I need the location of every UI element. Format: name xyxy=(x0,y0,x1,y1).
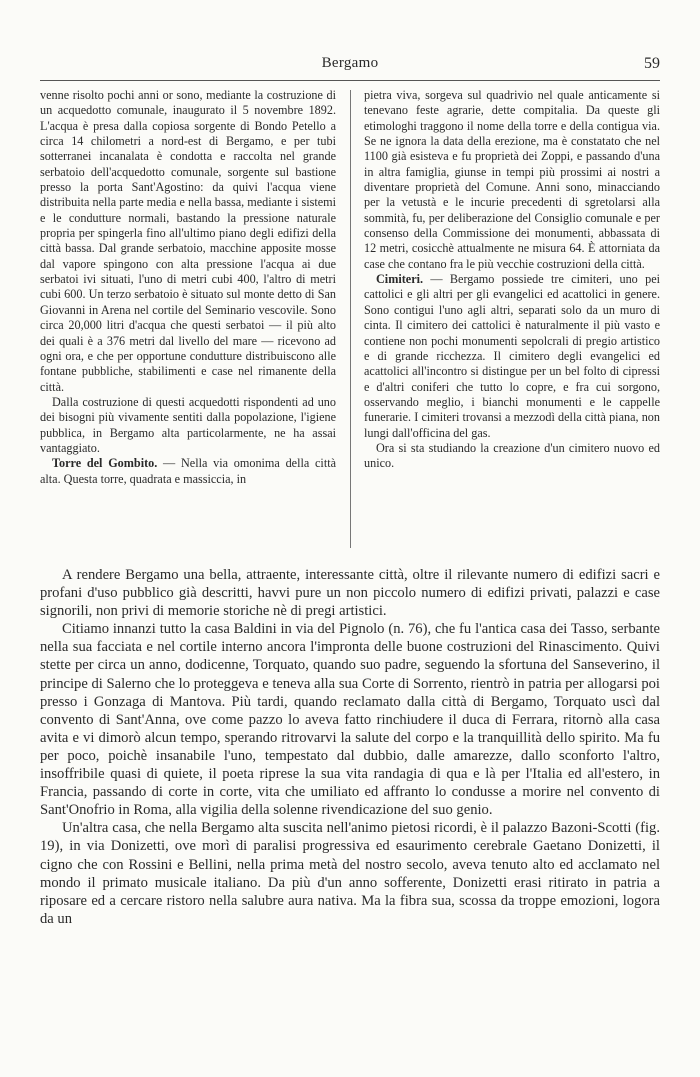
paragraph: pietra viva, sorgeva sul quadrivio nel quale anticamente si tenevano feste agrarie, dette compitalia. Da queste gli etimologhi traggono il nome della torre e della contigua via. Se ne ignora la data della erezione, ma è constatato che nel 1100 già esisteva e fu proprietà dei Zoppi, e passando d'una in altra famiglia, giunse in tempi più prossimi ai nostri a diventare proprietà del Comune. Anni sono, minacciando per la vetustà e le incurie precedenti di sgretolarsi alla sommità, fu, per deliberazione del Consiglio comunale e per consenso della Commissione dei monumenti, abbassata di 12 metri, cosicchè attualmente ne misura 64. È attorniata da case che contano fra le più vecchie costruzioni della città. xyxy=(364,88,660,271)
column-divider xyxy=(350,90,351,548)
paragraph: Un'altra casa, che nella Bergamo alta suscita nell'animo pietosi ricordi, è il palazzo Bazoni-Scotti (fig. 19), in via Donizetti, ove morì di paralisi progressiva ed esaurimento cerebrale Gaetano Donizetti, il cigno che con Rossini e Bellini, nella prima metà del nostro secolo, aveva tenuto alto ed acclamato nel mondo il primato musicale italiano. Da più d'un anno sofferente, Donizetti erasi ritirato in patria a riposare ed a cercare ristoro nella salubre aura nativa. Ma la fibra sua, scossa da troppe emozioni, logora da un xyxy=(40,820,660,927)
main-text xyxy=(40,566,660,928)
paragraph: A rendere Bergamo una bella, attraente, interessante città, oltre il rilevante numero di edifizi sacri e profani d'uso pubblico già descritti, havvi pure un non piccolo numero di edifizi privati, palazzi e case signorili, non privi di memorie storiche nè di pregi artistici. xyxy=(40,567,660,620)
running-title: Bergamo xyxy=(321,55,379,71)
paragraph-text: — Nella via omonima della città alta. Questa torre, quadrata e massiccia, in xyxy=(40,456,336,486)
paragraph: Dalla costruzione di questi acquedotti rispondenti ad uno dei bisogni più vivamente sentiti dalla popolazione, l'igiene pubblica, in Bergamo alta particolarmente, ne ha assai vantaggiato. xyxy=(40,394,336,455)
page-header xyxy=(40,55,660,77)
page-number: 59 xyxy=(644,55,660,72)
paragraph: venne risolto pochi anni or sono, mediante la costruzione di un acquedotto comunale, inaugurato il 5 novembre 1892. L'acqua è presa dalla copiosa sorgente di Bondo Petello a circa 14 chilometri a nord-est di Bergamo, e per tubi sotterranei incanalata è condotta e raccolta nel grande serbatoio dell'acquedotto comunale, sorgente sul bastione presso la porta Sant'Agostino: da quivi l'acqua viene distribuita nella parte media e nella bassa, mediante i sistemi e le condutture normali, bastando la pressione naturale propria per spingerla fino all'ultimo piano degli edifizi della città bassa. Dal grande serbatoio, macchine apposite mosse dal vapore spingono con alta pressione l'acqua ai due serbatoi ivi situati, l'uno di metri cubi 400, l'altro di metri cubi 600. Un terzo serbatoio è situato sul monte detto di San Giovanni in Arena nel cortile del Seminario vescovile. Sono circa 20,000 litri d'acqua che questi serbatoi — il più alto dei quali è a 376 metri dal livello del mare — ricevono ad ogni ora, e che per opportune condutture distribuiscono alle fontane pubbliche, stabilimenti e case nel rimanente della città. xyxy=(40,88,336,394)
section-heading: Cimiteri. xyxy=(376,272,424,287)
right-column xyxy=(364,88,660,553)
left-column xyxy=(40,88,336,553)
paragraph xyxy=(40,456,336,487)
paragraph xyxy=(364,272,660,441)
paragraph: Ora si sta studiando la creazione d'un cimitero nuovo ed unico. xyxy=(364,440,660,471)
two-column-section xyxy=(40,88,660,553)
paragraph: Citiamo innanzi tutto la casa Baldini in via del Pignolo (n. 76), che fu l'antica casa dei Tasso, serbante nella sua facciata e nel cortile interno ancora l'impronta delle buone costruzioni del Rinascimento. Quivi stette per circa un anno, dodicenne, Torquato, quando suo padre, seguendo la sfortuna del Sanseverino, il principe di Salerno che lo proteggeva e teneva alla sua Corte di Sorrento, rientrò in patria per allogarsi poi presso i Gonzaga di Mantova. Più tardi, quando reclamato dalla città di Bergamo, Torquato uscì dal convento di Sant'Anna, ove come pazzo lo aveva fatto rinchiudere il duca di Ferrara, ritornò alla casa avita e vi dimorò alcun tempo, sperando ritrovarvi la salute del corpo e la tranquillità dello spirito. Ma fu per poco, poichè insanabile l'uno, tempestato dal dubbio, dalle amarezze, dallo sconforto l'altro, insoffribile quasi di quiete, il poeta riprese la sua vita randagia di qua e là per l'Italia ed all'estero, in Francia, passando di corte in corte, vita che umiliato ed affranto lo condusse a morire nel convento di Sant'Onofrio in Roma, alla vigilia della solenne rivendicazione del suo genio. xyxy=(40,621,660,819)
header-rule xyxy=(40,80,660,81)
section-heading: Torre del Gombito. xyxy=(52,456,158,471)
paragraph-text: — Bergamo possiede tre cimiteri, uno pei cattolici e gli altri per gli evangelici ed acattolici in genere. Sono contigui l'uno agli altri, separati solo da un muro di cinta. Il cimitero dei cattolici è naturalmente il più vasto e contiene non pochi monumenti sepolcrali di pregio artistico e di grande ricchezza. Il cimitero degli evangelici ed acattolici all'incontro si distingue per un bel folto di cipressi e d'altri coniferi che tutto lo copre, e fra cui sorgono, osservando meglio, i bianchi monumenti e le cappelle funerarie. I cimiteri trovansi a mezzodì della città piana, non lungi dall'officina del gas. xyxy=(364,272,660,440)
